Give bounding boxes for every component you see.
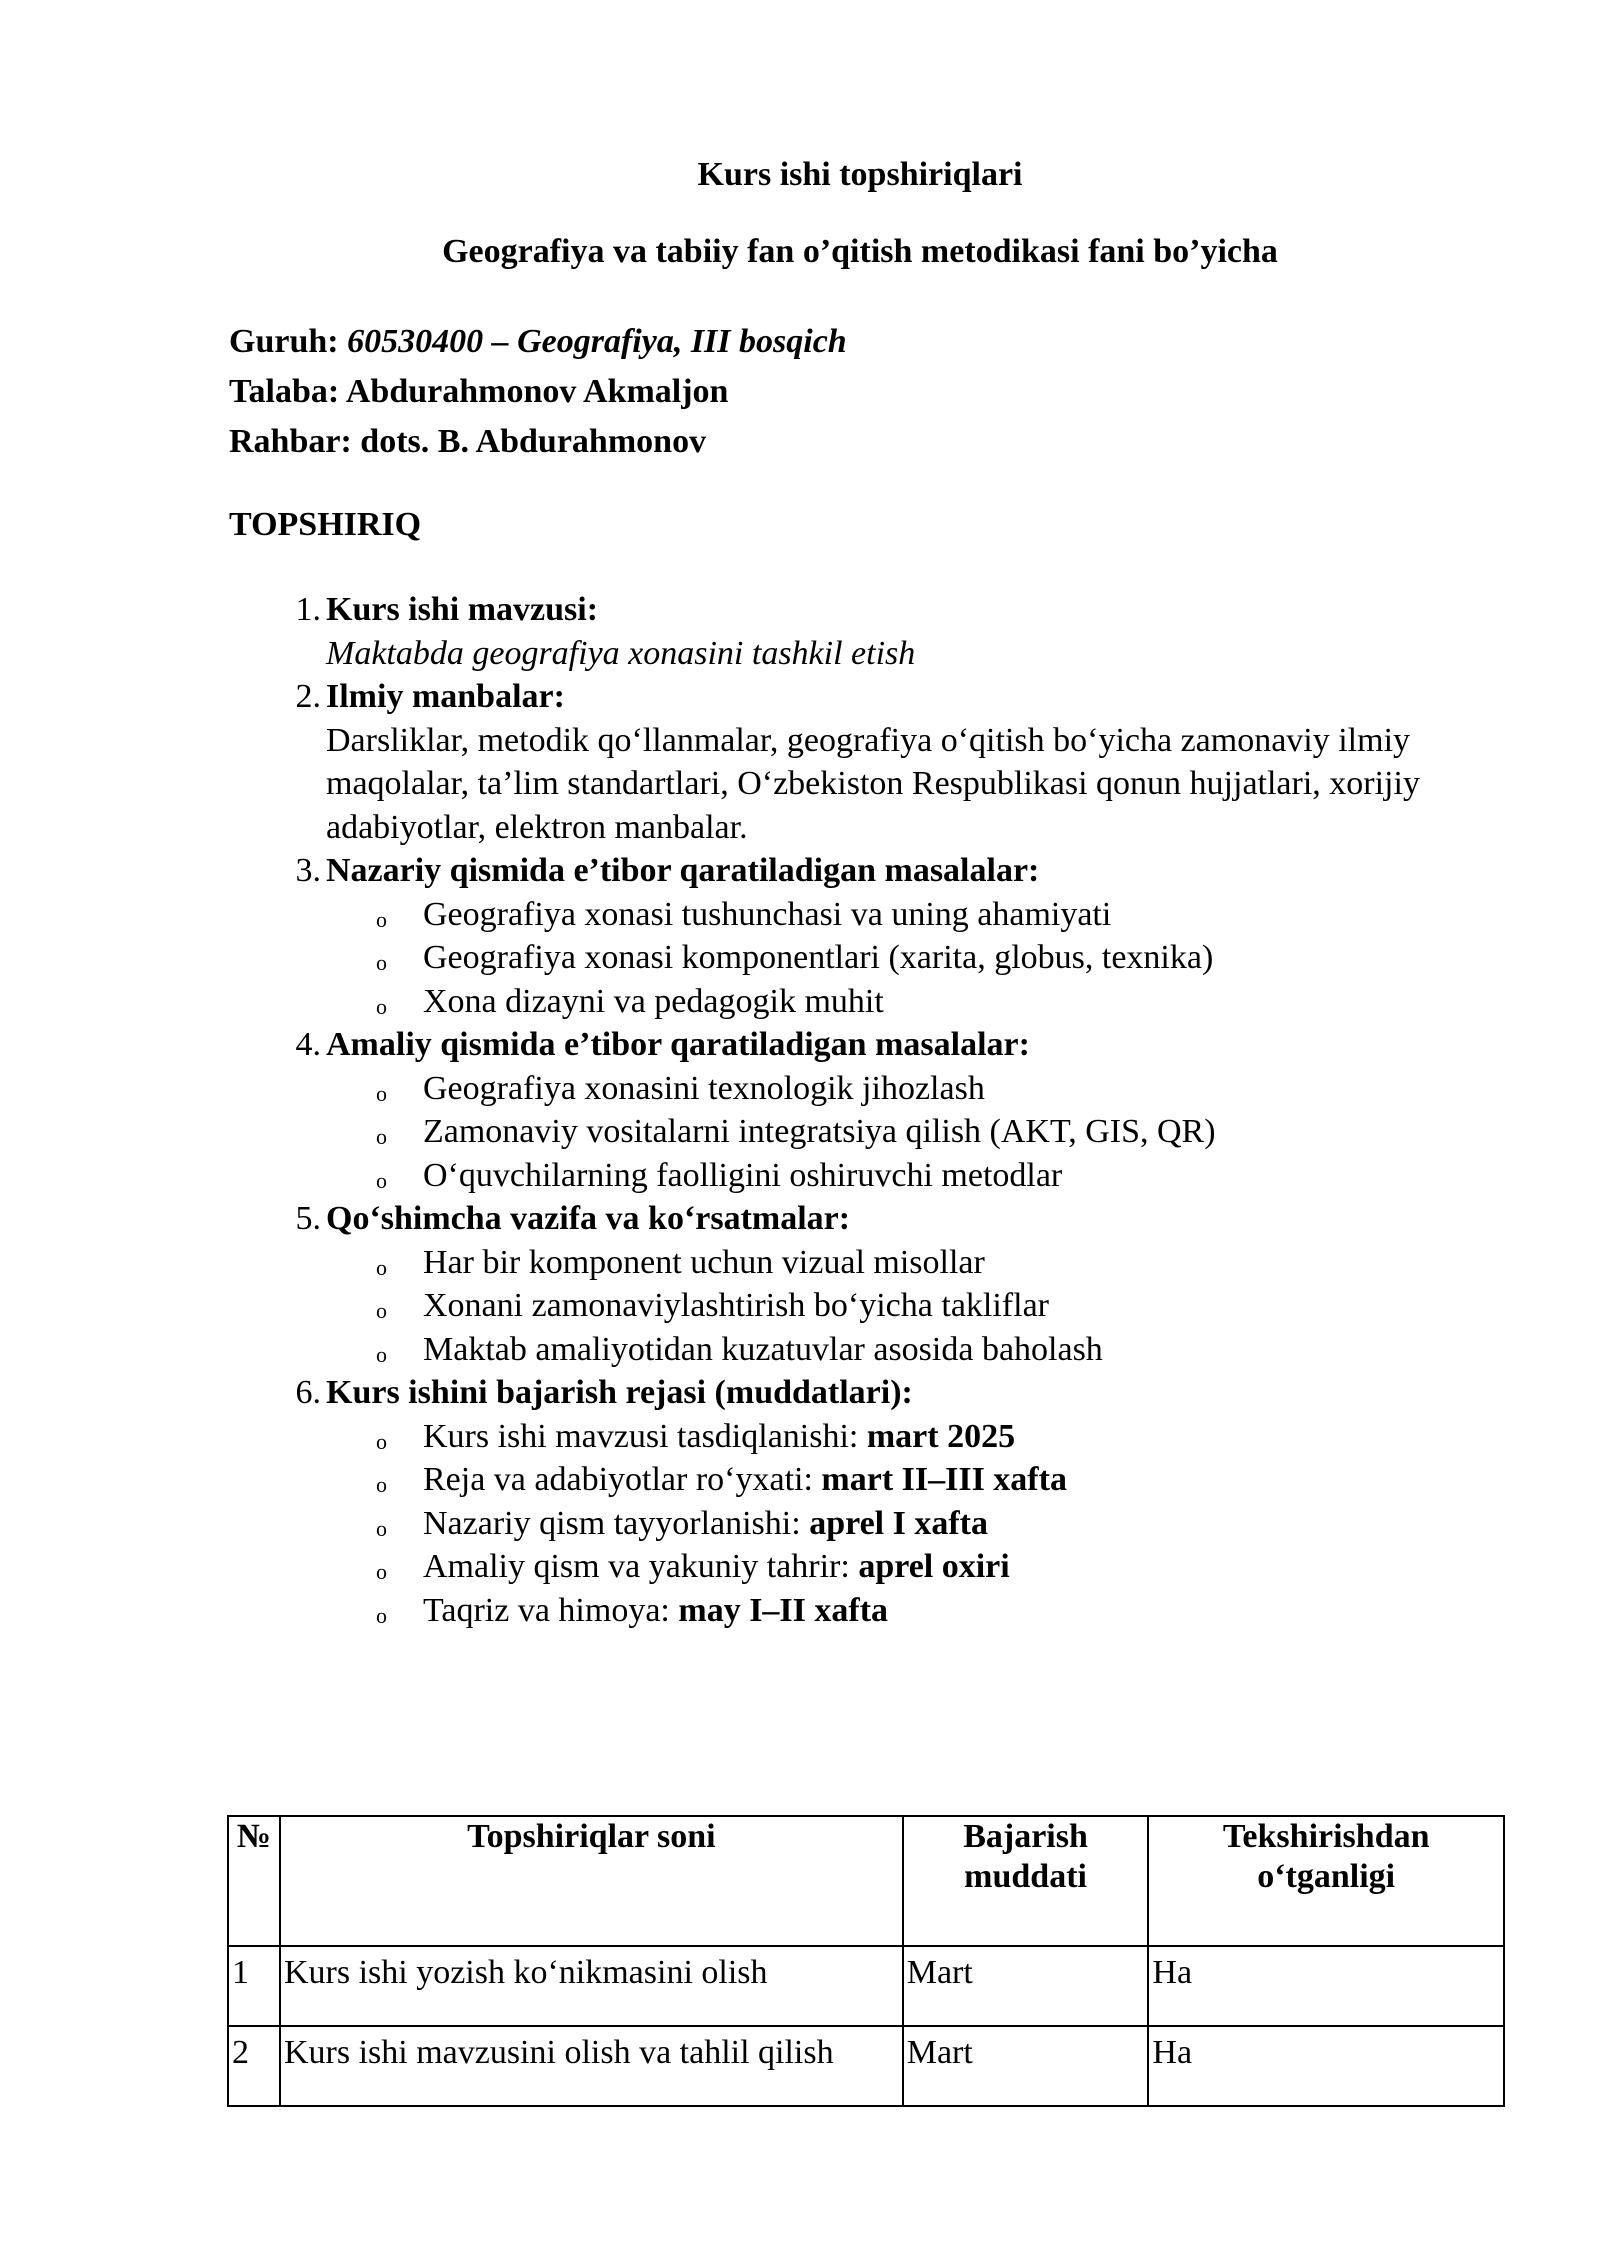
bullet-icon: o: [376, 1167, 387, 1193]
header-deadline: Bajarish muddati: [903, 1816, 1149, 1946]
bullet-icon: o: [376, 1254, 387, 1280]
task-number: 6.: [295, 1374, 321, 1411]
bullet-icon: o: [376, 1559, 387, 1584]
sub-item-text: Xona dizayni va pedagogik muhit: [423, 982, 884, 1020]
sub-item-text: Xonani zamonaviylashtirish bo‘yicha takliflar: [423, 1287, 1049, 1324]
schedule-date: mart II–III xafta: [821, 1461, 1067, 1498]
sub-list: [326, 1241, 1479, 1372]
schedule-label: Kurs ishi mavzusi tasdiqlanishi:: [423, 1417, 867, 1455]
sub-item-text: Har bir komponent uchun vizual misollar: [423, 1243, 985, 1281]
cell-number: 1: [228, 1946, 280, 2026]
cell-task: Kurs ishi mavzusini olish va tahlil qilish: [280, 2026, 903, 2106]
sub-item-text: Geografiya xonasini texnologik jihozlash: [423, 1069, 985, 1107]
sub-item: [326, 980, 1479, 1024]
section-title: TOPSHIRIQ: [229, 506, 422, 543]
sub-item: [326, 1284, 1479, 1328]
group-line: [229, 317, 847, 367]
task-title: Nazariy qismida e’tibor qaratiladigan masalalar:: [326, 852, 1040, 889]
task-title: Kurs ishi mavzusi:: [326, 591, 599, 628]
sub-list: [326, 1067, 1479, 1198]
schedule-date: may I–II xafta: [678, 1591, 889, 1629]
header-number: №: [228, 1816, 280, 1946]
task-title: Kurs ishini bajarish rejasi (muddatlari):: [326, 1374, 913, 1411]
supervisor-line: [229, 417, 847, 467]
bullet-icon: o: [376, 1428, 387, 1454]
table-row: [228, 2026, 1504, 2106]
schedule-list: [326, 1415, 1479, 1633]
student-value: Abdurahmonov Akmaljon: [345, 373, 729, 410]
task-number: 1.: [295, 591, 321, 628]
sub-item: [326, 936, 1479, 980]
table-row: [228, 1946, 1504, 2026]
schedule-label: Taqriz va himoya:: [423, 1591, 679, 1629]
student-line: [229, 367, 847, 417]
bullet-icon: o: [376, 906, 387, 932]
document-title: Kurs ishi topshiriqlari: [697, 156, 1023, 193]
task-item: [229, 1371, 1479, 1632]
schedule-item: [326, 1502, 1479, 1546]
schedule-item: [326, 1415, 1479, 1459]
task-text: Maktabda geografiya xonasini tashkil etish: [326, 634, 916, 672]
sub-item-text: Geografiya xonasi tushunchasi va uning ahamiyati: [423, 895, 1112, 933]
cell-checked: Ha: [1148, 2026, 1504, 2106]
cell-deadline: Mart: [903, 1946, 1149, 2026]
bullet-icon: o: [376, 1602, 387, 1628]
task-list: [229, 588, 1479, 1632]
task-text: Darsliklar, metodik qo‘llanmalar, geografiya o‘qitish bo‘yicha zamonaviy ilmiy maqolalar, ta’lim standartlari, O‘zbekiston Respublikasi qonun hujjatlari, xorijiy adabiyotlar, elektron manbalar.: [326, 721, 1420, 846]
task-number: 3.: [295, 852, 321, 889]
schedule-date: aprel oxiri: [858, 1548, 1010, 1585]
task-number: 4.: [295, 1026, 321, 1063]
bullet-icon: o: [376, 993, 387, 1019]
supervisor-label: Rahbar:: [229, 423, 352, 460]
sub-list: [326, 893, 1479, 1024]
schedule-item: [326, 1589, 1479, 1633]
task-number: 5.: [295, 1200, 321, 1237]
sub-item-text: Geografiya xonasi komponentlari (xarita, globus, texnika): [423, 939, 1214, 976]
schedule-label: Nazariy qism tayyorlanishi:: [423, 1504, 810, 1542]
task-item: [229, 1197, 1479, 1371]
sub-item-text: O‘quvchilarning faolligini oshiruvchi metodlar: [423, 1156, 1063, 1194]
task-title: Ilmiy manbalar:: [326, 678, 565, 715]
group-value: 60530400 – Geografiya, III bosqich: [347, 323, 847, 360]
task-item: [229, 675, 1479, 849]
sub-item: [326, 1067, 1479, 1111]
bullet-icon: o: [376, 1080, 387, 1106]
task-title: Qo‘shimcha vazifa va ko‘rsatmalar:: [326, 1200, 851, 1237]
header-checked: Tekshirishdan o‘tganligi: [1148, 1816, 1504, 1946]
sub-item: [326, 1154, 1479, 1198]
bullet-icon: o: [376, 1472, 387, 1497]
document-subtitle: Geografiya va tabiiy fan o’qitish metodikasi fani bo’yicha: [442, 233, 1278, 270]
schedule-date: mart 2025: [866, 1417, 1016, 1455]
sub-item: [326, 893, 1479, 937]
bullet-icon: o: [376, 1515, 387, 1541]
tasks-table: [227, 1815, 1505, 2107]
cell-number: 2: [228, 2026, 280, 2106]
sub-item: [326, 1110, 1479, 1154]
header-tasks: Topshiriqlar soni: [280, 1816, 903, 1946]
schedule-date: aprel I xafta: [809, 1504, 988, 1542]
table-header-row: [228, 1816, 1504, 1946]
task-item: [229, 849, 1479, 1023]
group-label: Guruh:: [229, 323, 339, 360]
cell-task: Kurs ishi yozish ko‘nikmasini olish: [280, 1946, 903, 2026]
schedule-item: [326, 1545, 1479, 1589]
sub-item-text: Zamonaviy vositalarni integratsiya qilish (AKT, GIS, QR): [423, 1113, 1216, 1150]
schedule-label: Amaliy qism va yakuniy tahrir:: [423, 1548, 859, 1585]
cell-deadline: Mart: [903, 2026, 1149, 2106]
supervisor-value: dots. B. Abdurahmonov: [360, 423, 707, 460]
task-title: Amaliy qismida e’tibor qaratiladigan masalalar:: [326, 1026, 1030, 1063]
bullet-icon: o: [376, 1298, 387, 1323]
student-label: Talaba:: [229, 373, 340, 410]
schedule-item: [326, 1458, 1479, 1502]
cell-checked: Ha: [1148, 1946, 1504, 2026]
bullet-icon: o: [376, 1124, 387, 1149]
sub-item: [326, 1241, 1479, 1285]
bullet-icon: o: [376, 1341, 387, 1367]
task-item: [229, 1023, 1479, 1197]
sub-item: [326, 1328, 1479, 1372]
info-block: [229, 317, 847, 467]
bullet-icon: o: [376, 950, 387, 975]
task-item: [229, 588, 1479, 675]
schedule-label: Reja va adabiyotlar ro‘yxati:: [423, 1461, 822, 1498]
sub-item-text: Maktab amaliyotidan kuzatuvlar asosida baholash: [423, 1330, 1103, 1368]
task-number: 2.: [295, 678, 321, 715]
